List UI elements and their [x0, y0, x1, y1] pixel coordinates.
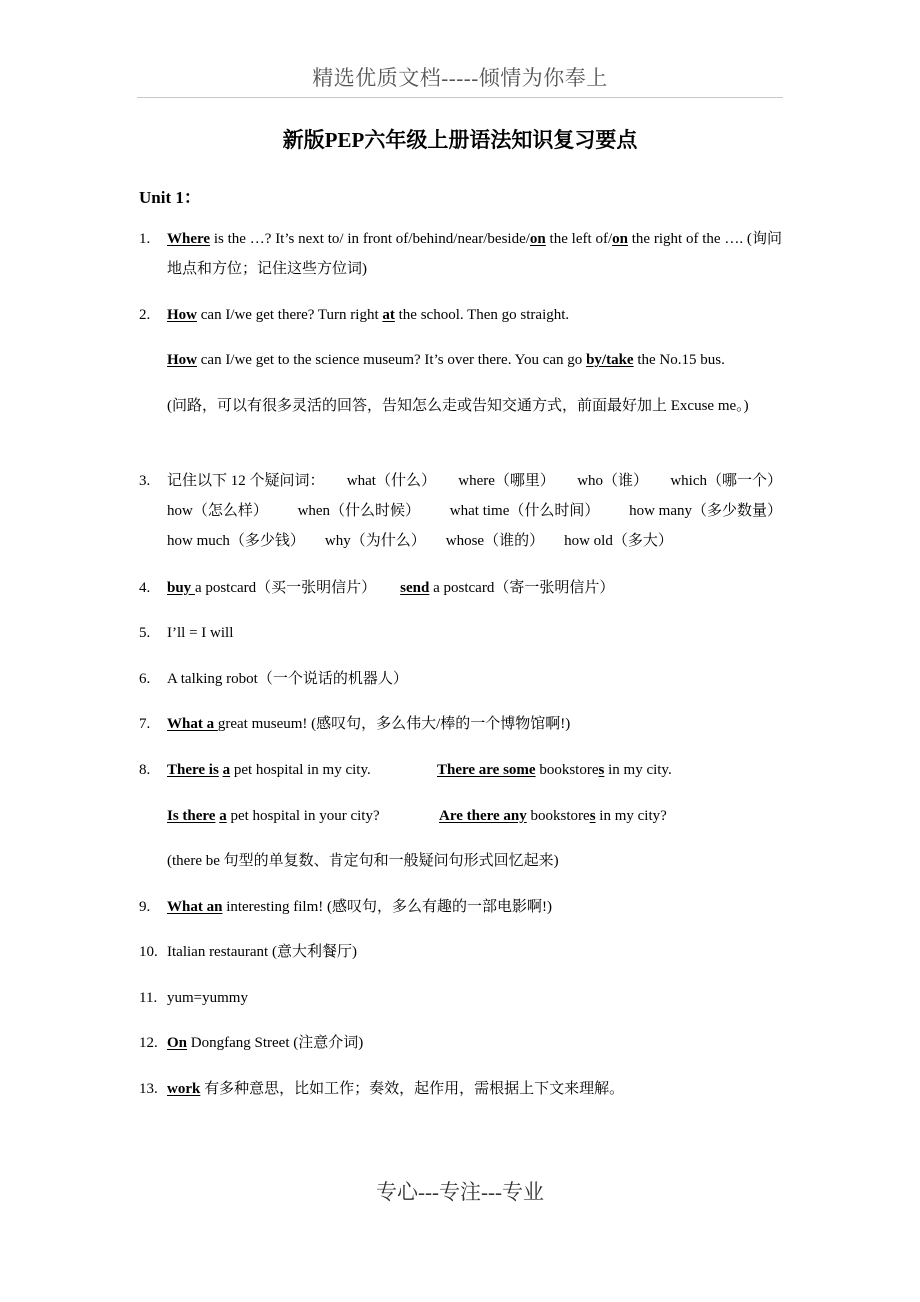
item-number: 5. [139, 625, 151, 641]
item-number: 6. [139, 671, 151, 687]
item-text [167, 709, 782, 739]
item-number: 8. [139, 762, 151, 778]
text-run: pet hospital in your city? [226, 808, 380, 824]
list-item-7 [139, 709, 782, 739]
keyword: Are there any [439, 808, 527, 824]
list-item-11 [139, 983, 782, 1013]
list-item-4 [139, 573, 782, 603]
item-number: 4. [139, 580, 151, 596]
question-words [167, 466, 782, 556]
list-item-2-note: (问路，可以有很多灵活的回答，告知怎么走或告知交通方式，前面最好加上 Excuse me。) [167, 398, 749, 414]
item-number: 13. [139, 1081, 158, 1097]
keyword: on [529, 231, 546, 247]
keyword: There is [167, 762, 219, 778]
list-item-1 [139, 224, 782, 284]
question-word: what time（什么时间） [449, 503, 600, 519]
item-text [167, 573, 782, 603]
text-run: pet hospital in my city. [230, 762, 371, 778]
item-text: I’ll = I will [167, 625, 234, 641]
text-run: can I/we get there? Turn right [197, 307, 383, 323]
list-item-8-note: (there be 句型的单复数、肯定句和一般疑问句形式回忆起来) [167, 853, 559, 869]
item-number: 11. [139, 990, 158, 1006]
text-run: the left of/ [545, 231, 613, 247]
text-run: is the …? It’s next to/ in front of/behind/near/beside/ [210, 231, 530, 247]
keyword: work [167, 1081, 201, 1097]
question-word: who（谁） [577, 473, 649, 489]
question-word: what（什么） [346, 473, 436, 489]
keyword: by/take [586, 352, 634, 368]
text-run: the school. Then go straight. [394, 307, 570, 323]
item-number: 7. [139, 716, 151, 732]
item-number: 9. [139, 899, 151, 915]
text-run: Dongfang Street (注意介词) [187, 1035, 364, 1051]
item-text: Italian restaurant (意大利餐厅) [167, 944, 357, 960]
keyword: How [167, 307, 197, 323]
keyword: buy [167, 580, 195, 596]
item-text [167, 755, 782, 785]
item-text [167, 224, 782, 284]
keyword: What an [167, 899, 223, 915]
keyword: s [589, 808, 596, 824]
unit-heading: Unit 1： [139, 188, 201, 207]
keyword: On [167, 1035, 188, 1051]
list-item-8-line-2 [167, 801, 782, 831]
list-item-10 [139, 937, 782, 967]
keyword: Where [167, 231, 211, 247]
list-item-9 [139, 892, 782, 922]
text-run: the No.15 bus. [633, 352, 725, 368]
list-item-5 [139, 618, 782, 648]
keyword: on [612, 231, 628, 247]
keyword: How [167, 352, 197, 368]
item-number: 12. [139, 1035, 158, 1051]
text-run: great museum! (感叹句，多么伟大/棒的一个博物馆啊!) [217, 716, 571, 732]
header-divider [137, 97, 783, 98]
list-item-2-line-2 [167, 345, 782, 375]
text-run: a postcard（寄一张明信片） [429, 580, 615, 596]
page-footer: 专心---专注---专业 [376, 1180, 544, 1204]
text-run: can I/we get to the science museum? It’s over there. You can go [197, 352, 587, 368]
keyword: at [382, 307, 395, 323]
question-word: how old（多大） [564, 533, 673, 549]
keyword: Is there [167, 808, 216, 824]
keyword: a [222, 762, 231, 778]
text-run: bookstore [535, 762, 599, 778]
item-number: 1. [139, 231, 151, 247]
question-word: why（为什么） [324, 533, 426, 549]
keyword: send [400, 580, 430, 596]
text-run: 有多种意思，比如工作；奏效，起作用，需根据上下文来理解。 [200, 1081, 625, 1097]
item-number: 3. [139, 473, 151, 489]
item-text [167, 892, 782, 922]
question-words-intro: 记住以下 12 个疑问词： [167, 473, 325, 489]
item-number: 10. [139, 944, 158, 960]
question-word: how（怎么样） [167, 503, 268, 519]
document-title: 新版PEP六年级上册语法知识复习要点 [282, 128, 638, 152]
item-text [167, 300, 782, 330]
keyword: a [219, 808, 227, 824]
list-item-2 [139, 300, 782, 330]
item-text: yum=yummy [167, 990, 248, 1006]
question-word: whose（谁的） [445, 533, 545, 549]
question-word: how many（多少数量） [629, 503, 782, 519]
list-item-8 [139, 755, 782, 785]
keyword: s [598, 762, 605, 778]
page-header: 精选优质文档-----倾情为你奉上 [312, 66, 608, 90]
item-text [167, 1074, 782, 1104]
question-word: which（哪一个） [670, 473, 782, 489]
question-word: how much（多少钱） [167, 533, 305, 549]
text-run: interesting film! (感叹句，多么有趣的一部电影啊!) [222, 899, 552, 915]
item-text: A talking robot（一个说话的机器人） [167, 671, 408, 687]
keyword: What a [167, 716, 218, 732]
list-item-6 [139, 664, 782, 694]
item-text [167, 1028, 782, 1058]
text-run: in my city. [604, 762, 672, 778]
keyword: There are some [437, 762, 536, 778]
question-word: when（什么时候） [297, 503, 421, 519]
question-word: where（哪里） [458, 473, 555, 489]
item-number: 2. [139, 307, 151, 323]
list-item-12 [139, 1028, 782, 1058]
text-run: in my city? [595, 808, 667, 824]
list-item-13 [139, 1074, 782, 1104]
list-item-3 [139, 466, 782, 556]
text-run: the right of the …. (询问地点和方位；记住这些方位词) [167, 231, 782, 277]
text-run: a postcard（买一张明信片） [194, 580, 377, 596]
text-run: bookstore [526, 808, 590, 824]
